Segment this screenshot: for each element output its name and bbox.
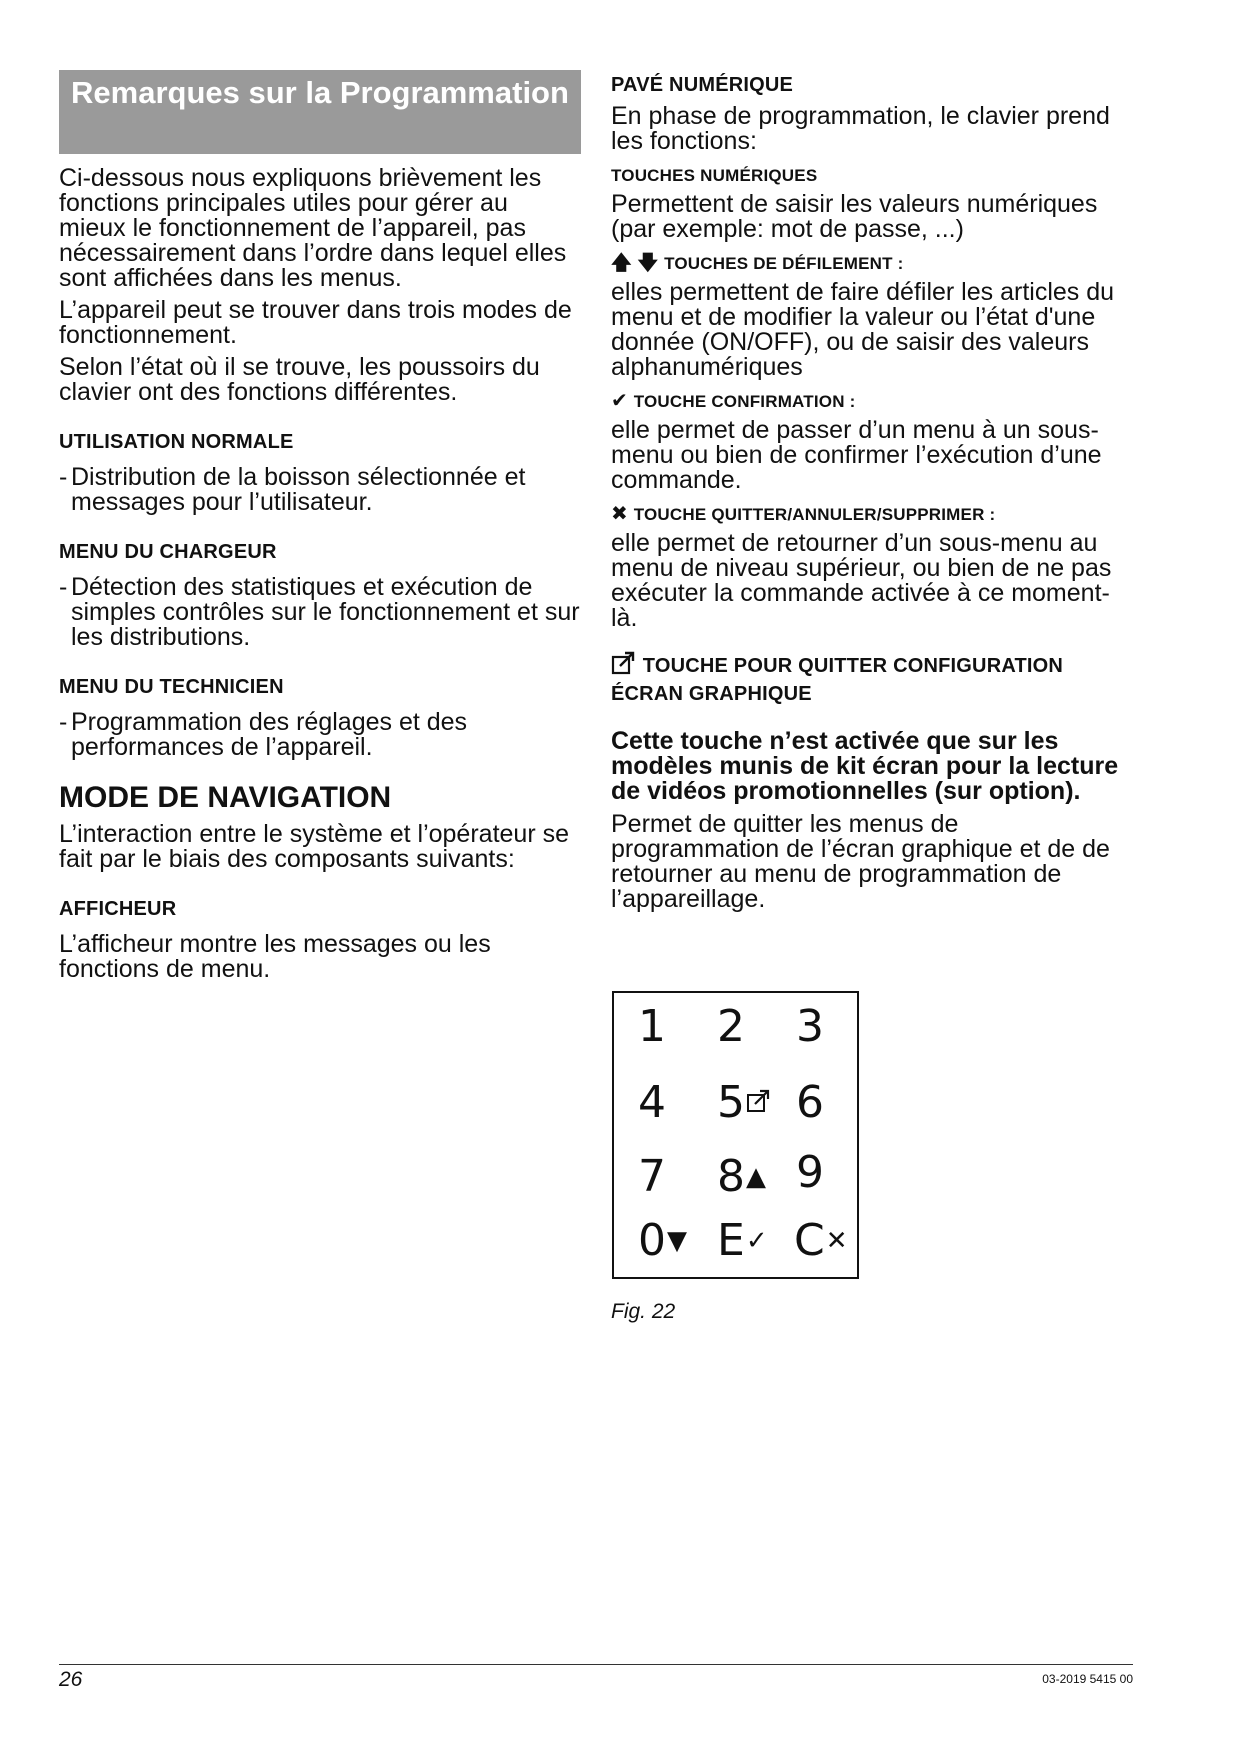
afficheur-paragraph: L’afficheur montre les messages ou les fonctions de menu. [59,930,491,983]
heading-config-ecran-line-2: ÉCRAN GRAPHIQUE [611,683,812,705]
check-icon: ✓ [745,1226,768,1256]
intro-paragraph-3: Selon l’état où il se trouve, les poussoirs du clavier ont des fonctions différentes. [59,353,540,406]
navigation-paragraph: L’interaction entre le système et l’opérateur se fait par le biais des composants suivants: [59,820,569,873]
quitter-paragraph: elle permet de retourner d’un sous-menu au menu de niveau supérieur, ou bien de ne pas exécuter la commande activée à ce moment-là. [611,529,1112,632]
defilement-paragraph: elles permettent de faire défiler les articles du menu et de modifier la valeur ou l’état d'une donnée (ON/OFF), ou de saisir des valeurs alphanumériques [611,278,1115,381]
list-item: - Détection des statistiques et exécution de simples contrôles sur le fonctionnement et sur les distributions. [59,573,580,651]
heading-menu-chargeur: MENU DU CHARGEUR [59,541,277,563]
list-item: - Distribution de la boisson sélectionnée et messages pour l’utilisateur. [59,465,581,515]
figure-caption: Fig. 22 [611,1300,676,1323]
keypad-key-9: 9 [796,1147,824,1198]
arrow-up-icon: ▲ [746,1162,766,1192]
heading-touches-numeriques: TOUCHES NUMÉRIQUES [611,166,818,185]
keypad-key-4: 4 [638,1077,666,1128]
keypad-key-3: 3 [796,1001,824,1052]
keypad-key-7: 7 [638,1151,666,1202]
footer-divider [59,1664,1133,1665]
keypad-key-2: 2 [717,1001,745,1052]
intro-paragraph-2: L’appareil peut se trouver dans trois modes de fonctionnement. [59,296,572,349]
section-title: Remarques sur la Programmation [59,70,581,154]
heading-config-ecran: TOUCHE POUR QUITTER CONFIGURATION [611,651,1131,677]
page-number: 26 [59,1668,83,1691]
pave-paragraph: En phase de programmation, le clavier prend les fonctions: [611,102,1110,155]
config-bold-paragraph: Cette touche n’est activée que sur les modèles munis de kit écran pour la lecture de vidéos promotionnelles (sur option). [611,727,1119,805]
list-item-text: Programmation des réglages et des performances de l’appareil. [71,708,468,761]
heading-mode-navigation: MODE DE NAVIGATION [59,781,392,814]
heading-menu-technicien: MENU DU TECHNICIEN [59,676,284,698]
keypad-key-1: 1 [638,1001,666,1052]
check-icon: ✔ [611,390,628,412]
heading-touche-confirmation: ✔ TOUCHE CONFIRMATION : [611,390,856,412]
heading-afficheur: AFFICHEUR [59,898,177,920]
keypad-key-5: 5 [717,1081,772,1125]
arrow-down-icon: ▼ [667,1226,687,1256]
intro-paragraph-1: Ci-dessous nous expliquons brièvement les fonctions principales utiles pour gérer au mieux le fonctionnement de l’appareil, pas nécessairement dans l’ordre dans lequel elles sont affichées dans les menus. [59,164,567,292]
keypad-figure [612,991,859,1279]
arrow-up-icon: 🡅 [611,252,632,274]
right-column [611,74,1131,919]
keypad-key-e: E✓ [717,1215,768,1266]
heading-touche-quitter: ✖ TOUCHE QUITTER/ANNULER/SUPPRIMER : [611,503,996,525]
keypad-key-c: C✕ [794,1215,848,1266]
touches-numeriques-paragraph: Permettent de saisir les valeurs numériques (par exemple: mot de passe, ...) [611,190,1098,243]
list-item-text: Distribution de la boisson sélectionnée et messages pour l’utilisateur. [71,463,526,516]
left-column [59,70,581,989]
heading-utilisation-normale: UTILISATION NORMALE [59,431,294,453]
list-item: - Programmation des réglages et des performances de l’appareil. [59,710,581,760]
confirmation-paragraph: elle permet de passer d’un menu à un sous-menu ou bien de confirmer l’exécution d’une commande. [611,416,1102,494]
keypad-key-0: 0▼ [638,1215,687,1266]
heading-touches-defilement: 🡅 🡇 TOUCHES DE DÉFILEMENT : [611,252,904,274]
heading-pave-numerique: PAVÉ NUMÉRIQUE [611,74,794,96]
document-code: 03-2019 5415 00 [1042,1672,1133,1686]
arrow-down-icon: 🡇 [637,252,659,274]
exit-screen-icon [746,1088,772,1118]
cross-icon: ✖ [611,503,628,525]
list-item-text: Détection des statistiques et exécution de simples contrôles sur le fonctionnement et sur les distributions. [71,573,580,651]
keypad-key-6: 6 [796,1077,824,1128]
cross-icon: ✕ [825,1226,848,1256]
exit-screen-icon [611,651,637,677]
keypad-key-8: 8▲ [717,1151,766,1202]
config-paragraph: Permet de quitter les menus de programmation de l’écran graphique et de de retourner au menu de programmation de l’appareillage. [611,810,1110,913]
